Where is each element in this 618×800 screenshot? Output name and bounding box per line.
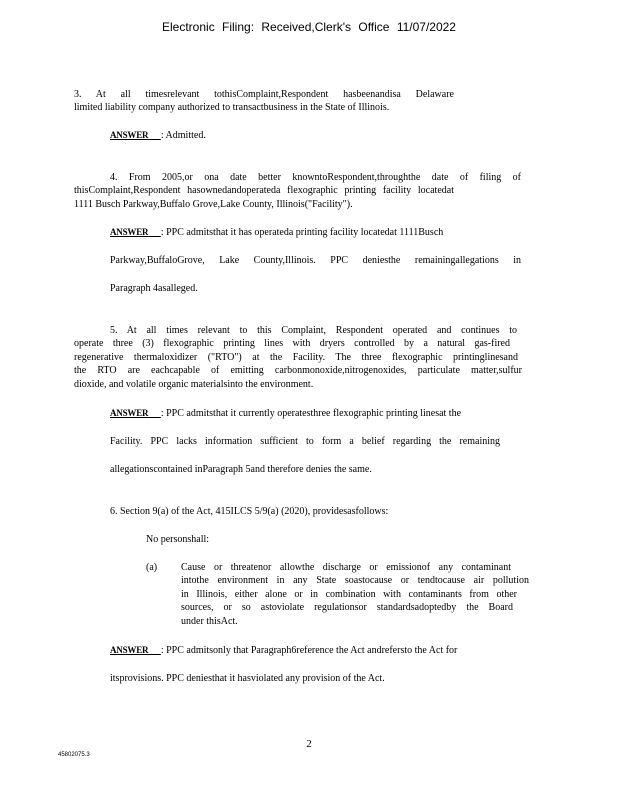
p6-answer-line1	[110, 644, 522, 657]
p4-answer-line3: Paragraph 4asalleged.	[110, 283, 198, 294]
p4-answer-text1: : PPC admitsthat it has operateda printing facility locatedat 1111Busch	[160, 227, 444, 238]
p3-line1: 3. At all timesrelevant tothisComplaint,Respondent hasbeenandisa Delaware	[74, 89, 454, 100]
p5-answer-line1	[110, 407, 522, 420]
p6-item-line4: sources, or so astoviolate regulationsor standardsadoptedby the Board	[181, 602, 513, 613]
p5-answer-line2: Facility. PPC lacks information sufficient to form a belief regarding the remaining	[110, 436, 500, 447]
p5-line1: 5. At all times relevant to this Complaint, Respondent operated and continues to	[110, 325, 517, 336]
answer-label: ANSWER	[110, 130, 149, 140]
answer-label: ANSWER	[110, 645, 149, 655]
answer-label: ANSWER	[110, 227, 149, 237]
p6-item-line3: in Illinois, either alone or in combination with contaminants from other	[181, 589, 517, 600]
answer-label: ANSWER	[110, 408, 149, 418]
p4-answer-line1	[110, 226, 494, 239]
filing-header: Electronic Filing: Received,Clerk's Office 11/07/2022	[162, 20, 456, 34]
p5-line2: operate three (3) flexographic printing lines with dryers controlled by a natural gas-fired	[74, 338, 510, 349]
p3-answer	[110, 129, 206, 142]
p3-answer-text: : Admitted.	[160, 130, 206, 141]
p5-line4: the RTO are eachcapable of emitting carbonmonoxide,nitrogenoxides, particulate matter,sulfur	[74, 365, 522, 376]
p4-line2: thisComplaint,Respondent hasownedandoperateda flexographic printing facility locatedat	[74, 185, 454, 196]
p4-answer-line2: Parkway,BuffaloGrove, Lake County,Illinois. PPC deniesthe remainingallegations in	[110, 255, 521, 266]
p6-item-label: (a)	[146, 562, 158, 573]
p6-item-line1: Cause or threatenor allowthe discharge or emissionof any contaminant	[181, 562, 511, 573]
p6-item-line5: under thisAct.	[181, 616, 238, 627]
p6-quote-intro: No personshall:	[146, 534, 210, 545]
p5-answer-line3: allegationscontained inParagraph 5and therefore denies the same.	[110, 464, 372, 475]
p6-answer-line2: itsprovisions. PPC deniesthat it hasviolated any provision of the Act.	[110, 673, 385, 684]
p6-line1: 6. Section 9(a) of the Act, 415ILCS 5/9(a) (2020), providesasfollows:	[110, 506, 389, 517]
document-id: 45802075.3	[58, 752, 90, 758]
p4-line1: 4. From 2005,or ona date better knowntoRespondent,throughthe date of filing of	[110, 172, 521, 183]
p4-line3: 1111 Busch Parkway,Buffalo Grove,Lake County, Illinois("Facility").	[74, 199, 353, 210]
p5-line3: regenerative thermaloxidizer ("RTO") at the Facility. The three flexographic printinglinesand	[74, 352, 518, 363]
p3-line2: limited liability company authorized to transactbusiness in the State of Illinois.	[74, 102, 390, 113]
page-number: 2	[306, 738, 312, 750]
p5-line5: dioxide, and volatile organic materialsinto the environment.	[74, 379, 314, 390]
p5-answer-text1: : PPC admitsthat it currently operatesthree flexographic printing linesat the	[160, 408, 462, 419]
p6-answer-text1: : PPC admitsonly that Paragraph6reference the Act andrefersto the Act for	[160, 645, 458, 656]
p6-item-line2: intothe environment in any State soastocause or tendtocause air pollution	[181, 575, 529, 586]
